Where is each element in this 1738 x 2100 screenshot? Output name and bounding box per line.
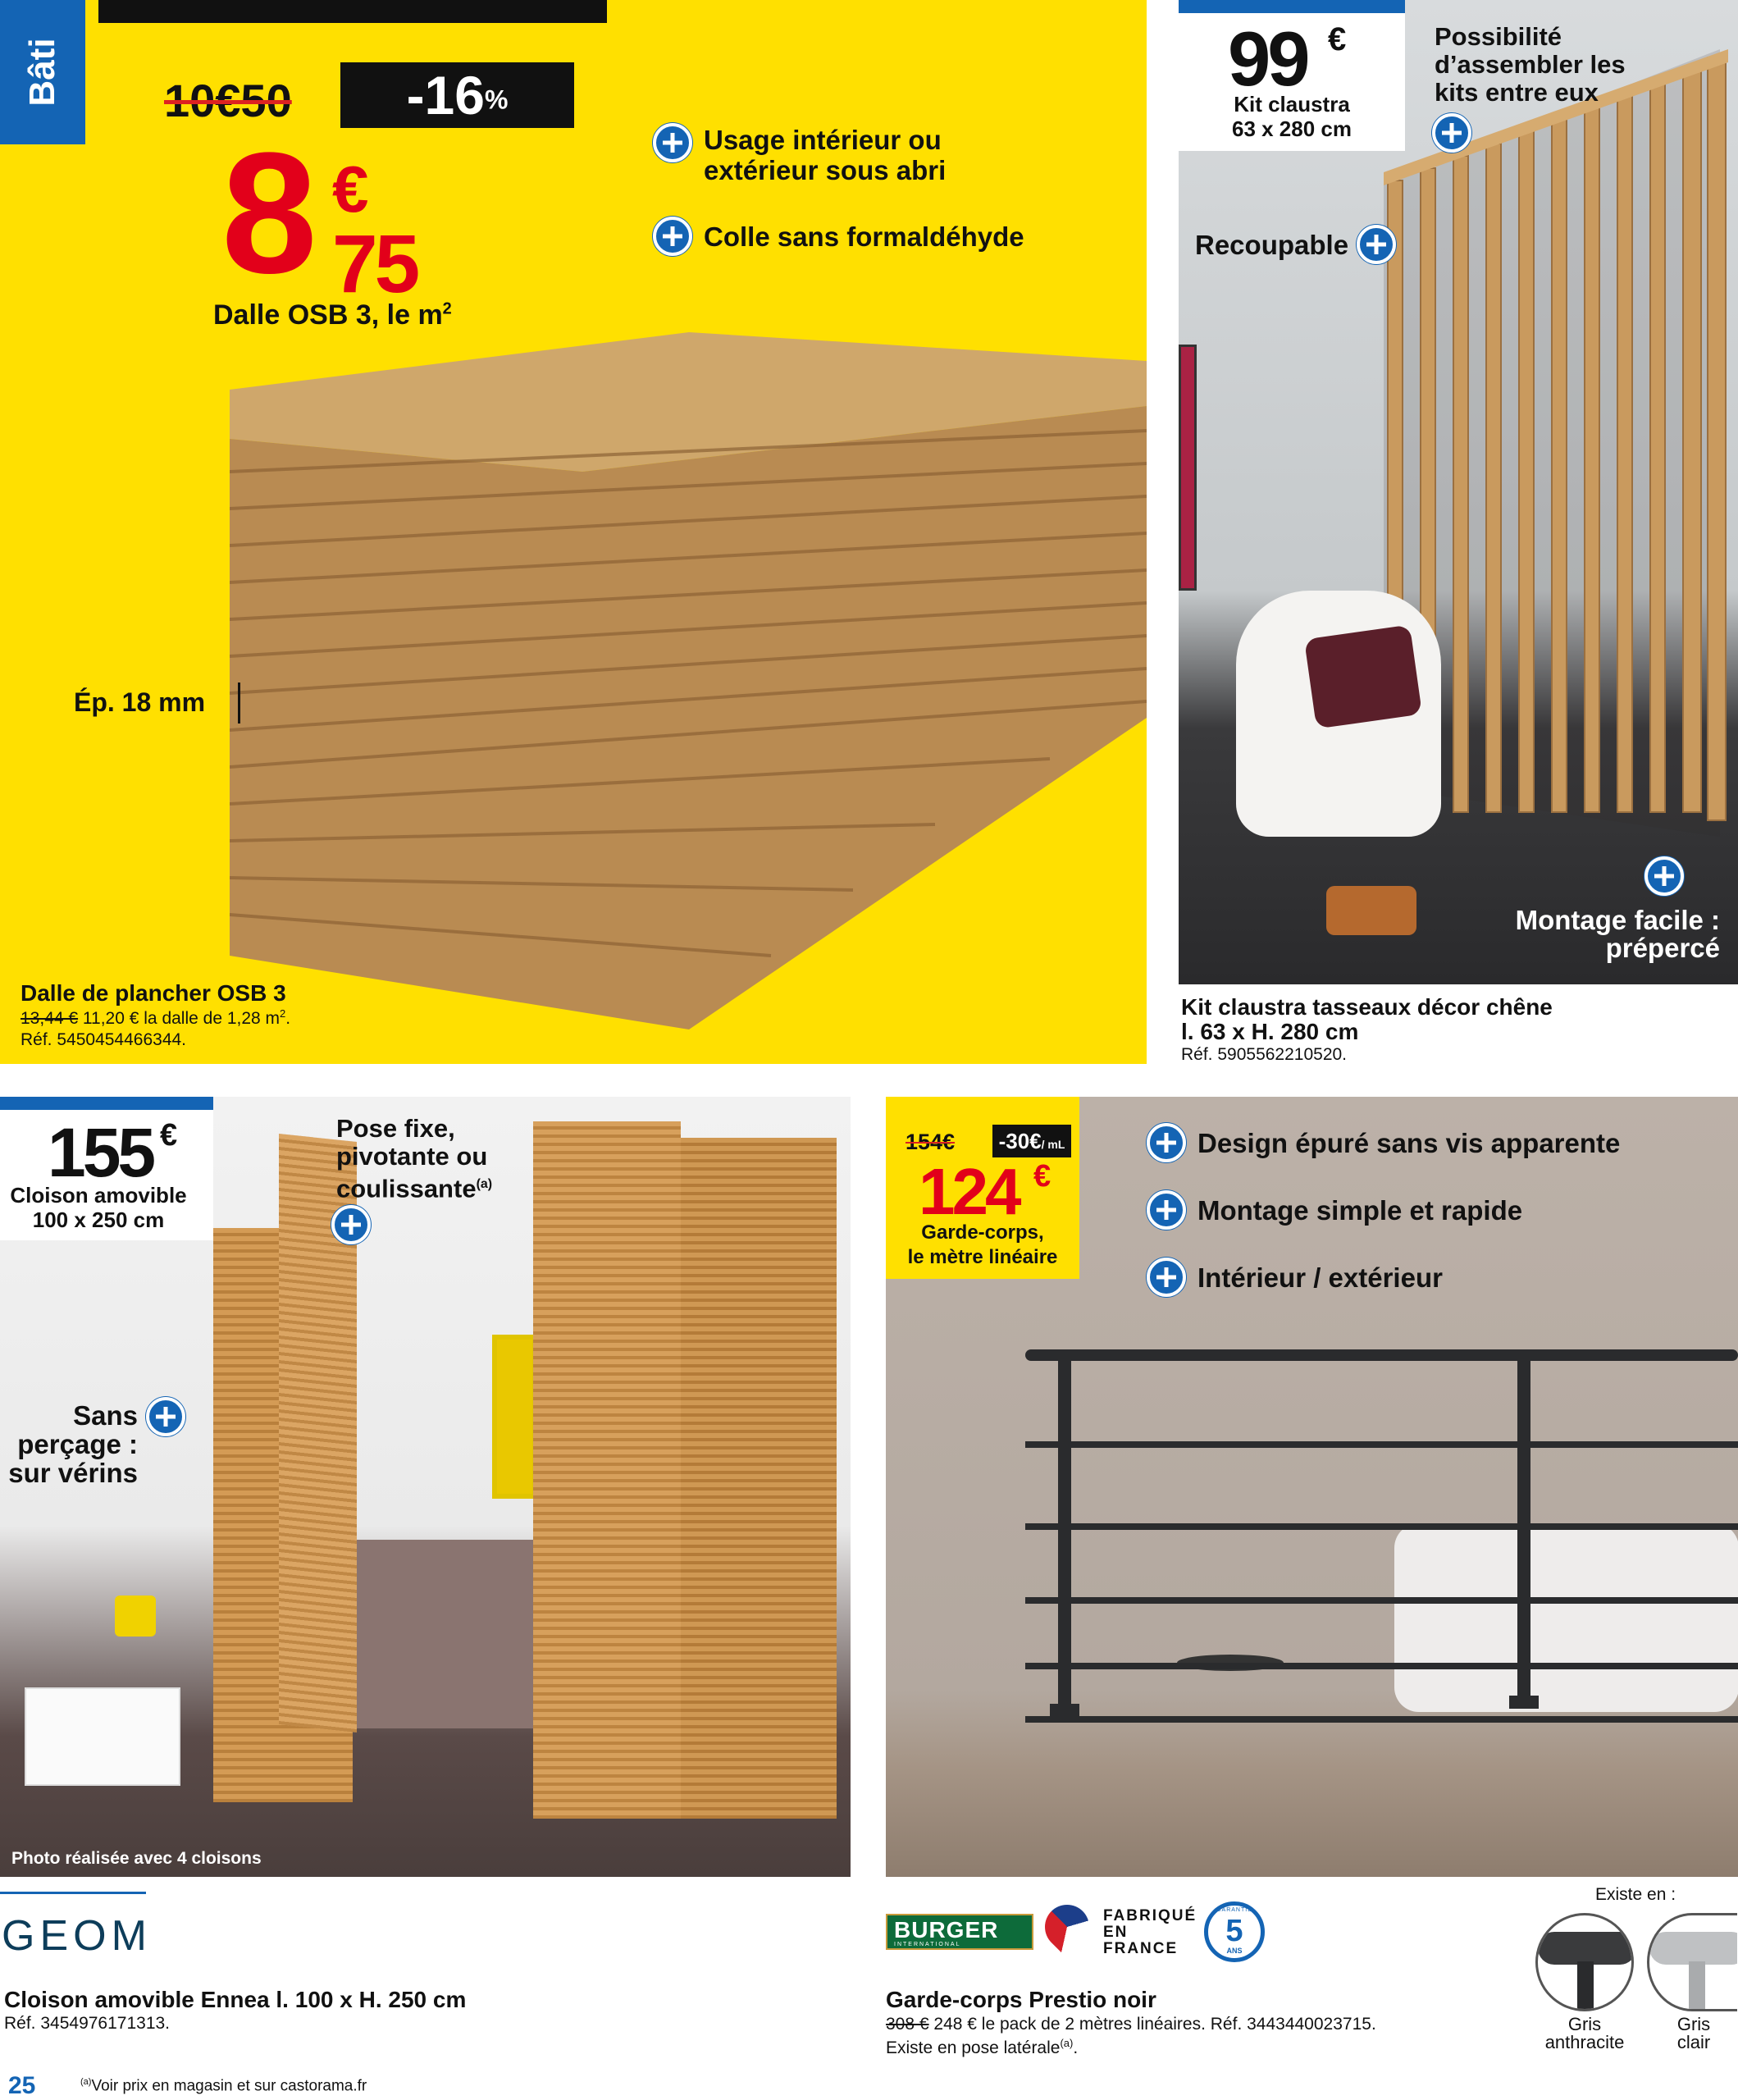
detail-2-text: Existe en pose latérale bbox=[886, 2038, 1061, 2057]
garantie-years: 5 bbox=[1225, 1914, 1243, 1948]
location-pin-icon bbox=[1036, 1896, 1098, 1958]
burger-logo bbox=[886, 1914, 1033, 1950]
feature-interieur: Intérieur / extérieur bbox=[1197, 1262, 1443, 1293]
burger-logo-text: BURGER bbox=[894, 1917, 999, 1942]
garde-name: Garde-corps Prestio noir bbox=[886, 1987, 1156, 2012]
osb-panel bbox=[0, 0, 1147, 1064]
price-currency: € bbox=[160, 1118, 178, 1153]
section-tab bbox=[0, 0, 85, 144]
feature-montage-2: prépercé bbox=[1605, 933, 1720, 963]
price-label-1: Cloison amovible bbox=[10, 1183, 187, 1208]
header-bar bbox=[98, 0, 607, 23]
feature-sans-3: sur vérins bbox=[8, 1458, 138, 1488]
price-label-2: 63 x 280 cm bbox=[1231, 116, 1352, 141]
variant-2-label: Gris clair bbox=[1676, 2014, 1711, 2052]
handrail-icon bbox=[1649, 1932, 1737, 1965]
feature-usage: Usage intérieur ou extérieur sous abri bbox=[704, 125, 947, 185]
price-card-bar bbox=[0, 1097, 213, 1110]
price-card bbox=[886, 1097, 1079, 1279]
plus-icon bbox=[653, 123, 692, 162]
feature-sans-2: perçage : bbox=[17, 1429, 138, 1459]
burger-logo-sub: INTERNATIONAL bbox=[894, 1942, 961, 1947]
price-label-text: Dalle OSB 3, le m bbox=[213, 299, 443, 331]
detail-new-price: 11,20 € la dalle de 1,28 m bbox=[82, 1009, 281, 1028]
feature-sans-1: Sans bbox=[73, 1400, 138, 1431]
plus-icon bbox=[1644, 856, 1684, 896]
picture-frame bbox=[1179, 345, 1197, 591]
discount-unit: % bbox=[484, 84, 509, 115]
price-label-2: le mètre linéaire bbox=[907, 1246, 1058, 1268]
claustra-name-1: Kit claustra tasseaux décor chêne bbox=[1181, 994, 1553, 1020]
feature-recoupable: Recoupable bbox=[1195, 230, 1349, 260]
discount-unit: / mL bbox=[1041, 1138, 1065, 1151]
claustra-name-2: l. 63 x H. 280 cm bbox=[1181, 1019, 1359, 1044]
thickness-label: Ép. 18 mm bbox=[74, 687, 206, 717]
thickness-arrow-icon bbox=[238, 682, 248, 724]
plus-icon bbox=[653, 217, 692, 256]
feature-colle: Colle sans formaldéhyde bbox=[704, 221, 1024, 252]
plus-icon bbox=[1147, 1190, 1186, 1230]
garde-corps-panel bbox=[886, 1097, 1738, 1877]
cloison-panel bbox=[0, 1097, 851, 1877]
price-card bbox=[0, 1097, 213, 1240]
detail-old-price: 13,44 € bbox=[21, 1009, 79, 1028]
feature-pose-text: Pose fixe, pivotante ou coulissante bbox=[336, 1114, 488, 1203]
plus-icon bbox=[1432, 113, 1471, 153]
detail-new-price: 248 € le pack de 2 mètres linéaires. Réf. 3443440023715. bbox=[933, 2015, 1376, 2034]
brand-rule bbox=[0, 1892, 146, 1894]
price-label bbox=[213, 299, 452, 331]
old-price: 10€50 bbox=[164, 75, 292, 126]
product-ref: Réf. 5450454466344. bbox=[21, 1030, 187, 1049]
shoes-image bbox=[1326, 886, 1416, 935]
price-card bbox=[1179, 0, 1405, 151]
product-detail bbox=[21, 1007, 290, 1029]
product-name: Dalle de plancher OSB 3 bbox=[21, 980, 286, 1006]
plus-icon bbox=[331, 1205, 371, 1244]
discount-badge bbox=[340, 62, 574, 128]
plus-icon bbox=[146, 1397, 185, 1436]
price-value: 99 bbox=[1228, 16, 1307, 102]
garde-detail bbox=[886, 2015, 1376, 2034]
garantie-unit: ANS bbox=[1226, 1947, 1243, 1955]
garantie-word: GARANTIE bbox=[1216, 1907, 1252, 1913]
price-decimals: 75 bbox=[332, 218, 417, 310]
price-currency: € bbox=[1328, 21, 1347, 57]
photo-note: Photo réalisée avec 4 cloisons bbox=[11, 1849, 262, 1868]
feature-montage: Montage simple et rapide bbox=[1197, 1195, 1523, 1226]
osb-stack-image bbox=[230, 332, 1147, 1029]
handrail-icon bbox=[1538, 1932, 1634, 1965]
price-label-1: Kit claustra bbox=[1234, 92, 1350, 116]
cushion-image bbox=[1304, 624, 1422, 728]
feature-montage-1: Montage facile : bbox=[1515, 905, 1720, 935]
geom-logo: GEOM bbox=[2, 1912, 152, 1960]
discount-value: -16 bbox=[406, 65, 485, 126]
feature-pose bbox=[336, 1115, 550, 1203]
nightstand-image bbox=[25, 1687, 180, 1786]
claustra-panel bbox=[1179, 0, 1738, 984]
price-value: 155 bbox=[48, 1114, 153, 1191]
price-integer: 8 bbox=[221, 116, 312, 309]
footnote-text: Voir prix en magasin et sur castorama.fr bbox=[91, 2077, 367, 2095]
screen-panel-4 bbox=[681, 1138, 837, 1819]
garantie-badge bbox=[1204, 1901, 1265, 1962]
cloison-ref: Réf. 3454976171313. bbox=[4, 2014, 171, 2033]
plus-icon bbox=[1147, 1258, 1186, 1297]
feature-design: Design épuré sans vis apparente bbox=[1197, 1128, 1621, 1158]
exists-label: Existe en : bbox=[1595, 1885, 1676, 1904]
price-label-1: Garde-corps, bbox=[921, 1221, 1044, 1244]
detail-old-price: 308 € bbox=[886, 2015, 929, 2034]
price-label-2: 100 x 250 cm bbox=[32, 1208, 165, 1232]
variant-anthracite-swatch bbox=[1535, 1913, 1634, 2011]
discount-value: -30€ bbox=[998, 1129, 1042, 1153]
price-currency: € bbox=[1033, 1159, 1051, 1194]
price-card-bar bbox=[1179, 0, 1405, 13]
feature-pose-sup: (a) bbox=[476, 1177, 493, 1191]
feature-assembler: Possibilité d’assembler les kits entre eux bbox=[1435, 22, 1626, 107]
post-icon bbox=[1577, 1961, 1594, 2011]
post-icon bbox=[1689, 1961, 1705, 2011]
footnote bbox=[80, 2077, 367, 2095]
wall-art-image bbox=[492, 1335, 537, 1499]
detail-end: . bbox=[285, 1009, 291, 1028]
discount-badge bbox=[992, 1125, 1071, 1157]
bed-image bbox=[328, 1540, 550, 1728]
screen-panel-3 bbox=[533, 1121, 681, 1819]
price-currency: € bbox=[332, 153, 369, 226]
old-price: 154€ bbox=[905, 1130, 956, 1154]
claustra-ref: Réf. 5905562210520. bbox=[1181, 1045, 1348, 1064]
variant-clair-swatch bbox=[1647, 1913, 1737, 2011]
price-value: 124 bbox=[919, 1155, 1019, 1228]
detail-sup: 2 bbox=[280, 1007, 286, 1020]
plus-icon bbox=[1147, 1123, 1186, 1162]
section-tab-label: Bâti bbox=[22, 38, 62, 107]
garde-detail-2 bbox=[886, 2037, 1078, 2058]
detail-2-sup: (a) bbox=[1060, 2037, 1074, 2049]
cloison-name: Cloison amovible Ennea l. 100 x H. 250 cm bbox=[4, 1987, 467, 2012]
price-label-sup: 2 bbox=[442, 299, 452, 318]
plus-icon bbox=[1357, 225, 1396, 264]
footnote-sup: (a) bbox=[80, 2077, 92, 2087]
page-number: 25 bbox=[8, 2072, 36, 2099]
railing-image bbox=[1025, 1343, 1738, 1737]
variant-1-label: Gris anthracite bbox=[1544, 2014, 1625, 2052]
fabrique-label: FABRIQUÉ EN FRANCE bbox=[1103, 1907, 1197, 1957]
lamp-image bbox=[115, 1596, 156, 1637]
detail-2-end: . bbox=[1073, 2038, 1079, 2057]
